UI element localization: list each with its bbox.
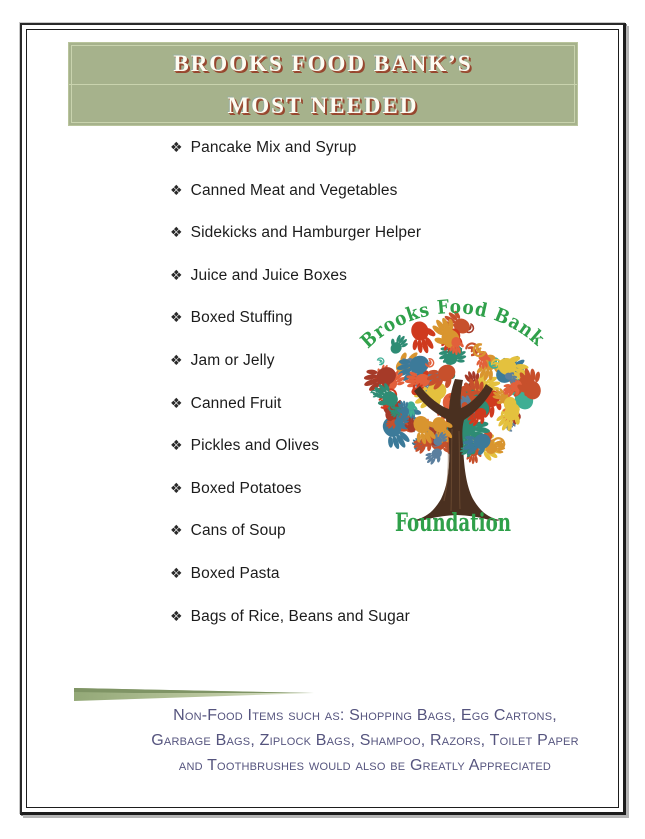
diamond-bullet-icon: ❖ [170,479,183,496]
diamond-bullet-icon: ❖ [170,351,183,368]
title-banner [68,42,578,126]
list-item [170,267,421,284]
list-item-label: Jam or Jelly [190,351,275,369]
list-item-label: Boxed Potatoes [190,479,302,497]
page-title-line2: MOST NEEDED [227,92,419,118]
logo-arc-text: Brooks Food Bank [356,295,551,353]
non-food-note [105,703,625,778]
diamond-bullet-icon: ❖ [170,309,183,326]
page-title-line1: BROOKS FOOD BANK’S [173,50,473,76]
list-item-label: Canned Fruit [190,394,282,412]
logo-foundation-text: Foundation [395,508,511,537]
list-item-label: Cans of Soup [190,522,286,540]
list-item-label: Boxed Stuffing [190,309,293,327]
list-item [170,182,421,199]
list-item [170,224,421,241]
diamond-bullet-icon: ❖ [170,437,183,454]
diamond-bullet-icon: ❖ [170,224,183,241]
list-item [170,565,421,582]
list-item [170,608,421,625]
diamond-bullet-icon: ❖ [170,564,183,581]
diamond-bullet-icon: ❖ [170,139,183,155]
title-banner-row-2 [69,84,577,126]
non-food-note-line: Non-Food Items such as: Shopping Bags, Egg Cartons, [173,707,557,724]
food-bank-tree-logo [356,285,554,539]
list-item-label: Sidekicks and Hamburger Helper [190,224,422,242]
list-item-label: Juice and Juice Boxes [190,266,347,284]
green-wedge-decoration [74,687,318,703]
list-item [170,139,421,156]
title-banner-row-1 [69,43,577,84]
diamond-bullet-icon: ❖ [170,522,183,539]
list-item-label: Pancake Mix and Syrup [190,139,357,156]
diamond-bullet-icon: ❖ [170,266,183,283]
diamond-bullet-icon: ❖ [170,181,183,198]
list-item-label: Canned Meat and Vegetables [190,181,398,199]
non-food-note-line: Garbage Bags, Ziplock Bags, Shampoo, Razors, Toilet Paper [151,732,579,749]
diamond-bullet-icon: ❖ [170,607,183,624]
list-item-label: Boxed Pasta [190,564,280,582]
list-item-label: Bags of Rice, Beans and Sugar [190,607,410,625]
list-item-label: Pickles and Olives [190,437,320,455]
diamond-bullet-icon: ❖ [170,394,183,411]
non-food-note-line: and Toothbrushes would also be Greatly Appreciated [178,757,552,774]
